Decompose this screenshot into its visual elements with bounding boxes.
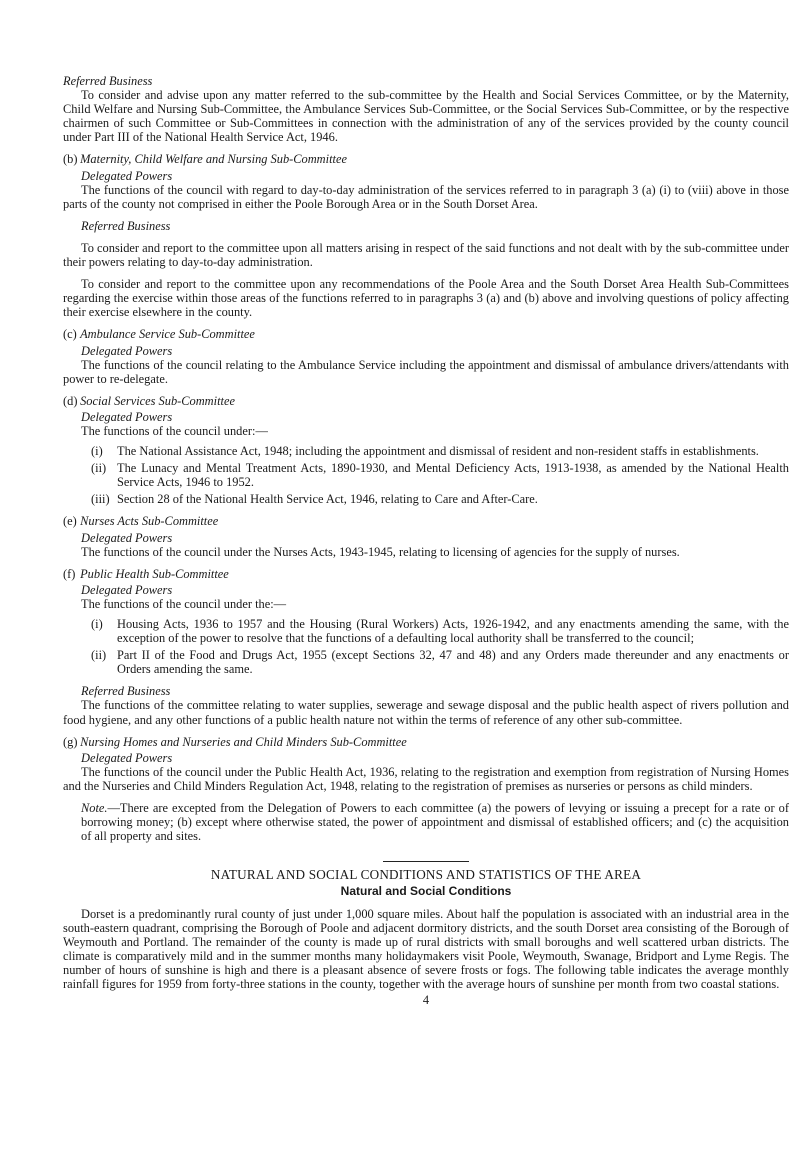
paragraph: The functions of the council with regard to day-to-day administration of the services referred to in paragraph 3 (a) (i) to (viii) above in those parts of the county not comprised in either the Poole Borough Area or in the South Dorset Area. — [63, 182, 789, 211]
subcommittee-title — [63, 394, 789, 408]
item-label: (e) — [63, 514, 77, 529]
item-label: (g) — [63, 734, 78, 749]
paragraph: To consider and report to the committee upon any recommendations of the Poole Area and the South Dorset Area Health Sub-Committees regarding the exercise within those areas of the functions referred to in paragraphs 3 (a) and (b) above and involving questions of policy affecting their exercise elsewhere in the county. — [63, 277, 789, 320]
section-heading: Delegated Powers — [81, 582, 173, 597]
subcommittee-name: Social Services Sub-Committee — [80, 393, 235, 408]
item-label: (b) — [63, 152, 78, 167]
enumerated-list — [63, 617, 789, 676]
subcommittee-title — [63, 514, 789, 528]
paragraph: The functions of the council under the:— — [81, 596, 287, 611]
subcommittee-name: Ambulance Service Sub-Committee — [80, 327, 255, 342]
subcommittee-c — [63, 327, 789, 385]
list-item-text: The National Assistance Act, 1948; including the appointment and dismissal of resident and non-resident staffs in establishments. — [117, 444, 759, 459]
item-label: (f) — [63, 566, 76, 581]
paragraph: Dorset is a predominantly rural county of just under 1,000 square miles. About half the population is associated with an industrial area in the south-eastern quadrant, comprising the Borough of Poole and adjacent dormitory districts, and the south Dorset area consisting of the Borough of Weymouth and Portland. The remainder of the county is made up of rural districts with small boroughs and well scattered urban districts. The climate is comparatively mild and in the summer months many holidaymakers visit Poole, Weymouth, Swanage, Bridport and Lyme Regis. The number of hours of sunshine is high and there is a pleasant absence of severe frosts or fogs. The following table indicates the average monthly rainfall figures for 1959 from forty-three stations in the county, together with the average hours of sunshine per month from two coastal stations. — [63, 906, 789, 991]
section-heading: Delegated Powers — [81, 530, 173, 545]
list-item-number: (iii) — [91, 492, 110, 507]
paragraph: To consider and report to the committee upon all matters arising in respect of the said functions and not dealt with by the sub-committee under their powers relating to day-to-day administration. — [63, 240, 789, 270]
list-item-text: Section 28 of the National Health Service Act, 1946, relating to Care and After-Care. — [117, 492, 538, 507]
section-heading: Referred Business — [81, 684, 171, 699]
section-heading: Delegated Powers — [81, 409, 173, 424]
list-item-text: Part II of the Food and Drugs Act, 1955 (except Sections 32, 47 and 48) and any Orders made thereunder and any enactments or Orders amending the same. — [117, 648, 789, 677]
referred-business-block — [63, 74, 789, 144]
subcommittee-title — [63, 567, 789, 581]
list-item-text: The Lunacy and Mental Treatment Acts, 1890-1930, and Mental Deficiency Acts, 1913-1938, as amended by the National Health Service Acts, 1946 to 1952. — [117, 461, 789, 490]
section-heading: Delegated Powers — [81, 168, 173, 183]
paragraph: The functions of the committee relating to water supplies, sewerage and sewage disposal and the public health aspect of rivers pollution and food hygiene, and any other functions of a public health nature not within the terms of reference of any other sub-committee. — [63, 698, 789, 727]
subcommittee-name: Public Health Sub-Committee — [80, 566, 229, 581]
subcommittee-g — [63, 735, 789, 793]
note-block — [63, 801, 789, 843]
section-heading: Referred Business — [81, 218, 171, 233]
subcommittee-name: Nurses Acts Sub-Committee — [80, 514, 219, 529]
subcommittee-title — [63, 735, 789, 749]
paragraph: The functions of the council under the Public Health Act, 1936, relating to the registration and exemption from registration of Nursing Homes and the Nurseries and Child Minders Regulation Act, 1948, relating to the registration of premises as nurseries or persons as child minders. — [63, 764, 789, 793]
list-item — [63, 461, 789, 489]
subcommittee-f — [63, 567, 789, 727]
list-item — [63, 617, 789, 645]
list-item — [63, 444, 789, 458]
subcommittee-title — [63, 152, 789, 166]
paragraph: The functions of the council relating to the Ambulance Service including the appointment and dismissal of ambulance drivers/attendants with power to re-delegate. — [63, 357, 789, 386]
section-heading: Delegated Powers — [81, 343, 173, 358]
subcommittee-name: Nursing Homes and Nurseries and Child Minders Sub-Committee — [80, 734, 407, 749]
section-heading: Referred Business — [63, 74, 153, 88]
page-number: 4 — [422, 993, 430, 1008]
section-heading: Delegated Powers — [81, 750, 173, 765]
section-subtitle: Natural and Social Conditions — [340, 884, 512, 899]
list-item-number: (i) — [91, 444, 103, 459]
subcommittee-title — [63, 327, 789, 341]
subcommittee-d — [63, 394, 789, 507]
list-item — [63, 492, 789, 506]
note-label: Note. — [81, 801, 108, 816]
section-title: NATURAL AND SOCIAL CONDITIONS AND STATISTICS OF THE AREA — [210, 867, 642, 883]
paragraph: To consider and advise upon any matter referred to the sub-committee by the Health and Social Services Committee, or by the Maternity, Child Welfare and Nursing Sub-Committee, the Ambulance Services Sub-Committee, or the Social Services Sub-Committee, or by the respective chairmen of such Committee or Sub-Committees in connection with the administration of any of the services provided by the county council under Part III of the National Health Service Act, 1946. — [63, 88, 789, 145]
subcommittee-name: Maternity, Child Welfare and Nursing Sub-Committee — [80, 152, 347, 167]
list-item-number: (i) — [91, 617, 103, 631]
list-item-text: Housing Acts, 1936 to 1957 and the Housing (Rural Workers) Acts, 1926-1942, and any enactments amending the same, with the exception of the power to resolve that the functions of a defaulting local authority shall be transferred to the council; — [117, 617, 789, 646]
subcommittee-b — [63, 152, 789, 319]
enumerated-list — [63, 444, 789, 506]
list-item-number: (ii) — [91, 648, 107, 663]
subcommittee-e — [63, 514, 789, 558]
list-item — [63, 648, 789, 676]
paragraph: The functions of the council under the Nurses Acts, 1943-1945, relating to licensing of agencies for the supply of nurses. — [81, 544, 680, 559]
paragraph: The functions of the council under:— — [81, 423, 268, 438]
item-label: (d) — [63, 393, 78, 408]
note-paragraph — [63, 801, 789, 843]
item-label: (c) — [63, 327, 77, 342]
note-text: —There are excepted from the Delegation of Powers to each committee (a) the powers of levying or issuing a precept for a rate or of borrowing money; (b) except where otherwise stated, the power of appointment and dismissal of established officers; and (c) the acquisition of all property and sites. — [81, 801, 789, 844]
list-item-number: (ii) — [91, 461, 107, 476]
section-divider — [383, 861, 469, 862]
